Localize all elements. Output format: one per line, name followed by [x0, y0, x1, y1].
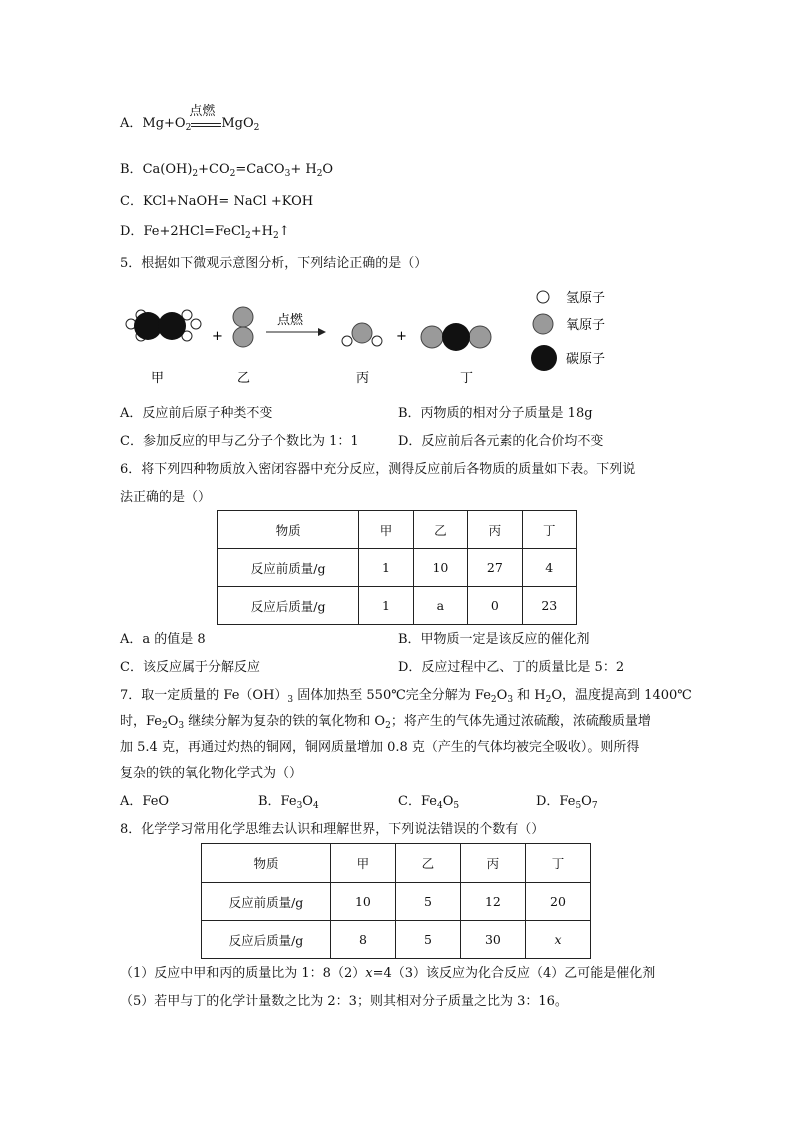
table-cell: 反应前质量/g [218, 549, 359, 587]
molecule-jia [126, 310, 201, 341]
table-cell: 27 [468, 549, 522, 587]
table-cell: 1 [359, 587, 413, 625]
oxygen-atom [233, 327, 253, 347]
q7-line2: 时，$Fe_2O_3$ 继续分解为复杂的铁的氧化物和 $O_2$；将产生的气体先通过浓硫酸，浓硫酸质量增 [120, 714, 651, 731]
table-cell: 10 [413, 549, 467, 587]
q6-stem-line2: 法正确的是（） [120, 490, 212, 505]
table-cell: 乙 [395, 844, 460, 883]
q7-line3: 加 5.4 克，再通过灼热的铜网，铜网质量增加 0.8 克（产生的气体均被完全吸收）。则所得 [120, 740, 640, 755]
table-cell: 甲 [359, 511, 413, 549]
q4-option-a: A．$Mg+O_2$ 点燃 MgO$_2$ [120, 104, 260, 133]
equals-sign [191, 123, 221, 127]
table-cell: 4 [522, 549, 576, 587]
table-cell: 丙 [468, 511, 522, 549]
table-cell: 5 [395, 921, 460, 959]
q6-option-d: D．反应过程中乙、丁的质量比是 5：2 [398, 660, 625, 675]
q4-option-c: C．KCl+NaOH= NaCl +KOH [120, 194, 314, 209]
q8-mass-table [201, 843, 591, 959]
table-cell: 0 [468, 587, 522, 625]
table-cell: 23 [522, 587, 576, 625]
table-cell: x [525, 921, 590, 959]
table-cell: 物质 [202, 844, 331, 883]
table-cell: 20 [525, 883, 590, 921]
hydrogen-atom [342, 336, 352, 346]
table-cell: 反应后质量/g [202, 921, 331, 959]
table-cell: 甲 [330, 844, 395, 883]
molecule-ding [421, 323, 491, 351]
table-cell: 反应前质量/g [202, 883, 331, 921]
arrow-head-icon [318, 328, 326, 336]
table-cell: 物质 [218, 511, 359, 549]
legend-carbon-icon [531, 345, 557, 371]
q6-option-c: C．该反应属于分解反应 [120, 660, 260, 675]
table-row [202, 883, 591, 921]
q6-option-b: B．甲物质一定是该反应的催化剂 [398, 632, 590, 647]
legend-oxygen-icon [533, 314, 553, 334]
table-cell: 10 [330, 883, 395, 921]
hydrogen-atom [372, 336, 382, 346]
table-cell: 5 [395, 883, 460, 921]
legend-hydrogen-label: 氢原子 [566, 291, 606, 306]
table-cell: 乙 [413, 511, 467, 549]
oxygen-atom [352, 323, 372, 343]
molecule-yi [233, 307, 253, 347]
q5-option-c: C．参加反应的甲与乙分子个数比为 1：1 [120, 434, 359, 449]
oxygen-atom [421, 326, 443, 348]
q7-option-d: D．$Fe_5O_7$ [536, 794, 598, 811]
q6-stem-line1: 6．将下列四种物质放入密闭容器中充分反应，测得反应前后各物质的质量如下表。下列说 [120, 462, 636, 477]
table-cell: 30 [460, 921, 525, 959]
q5-option-b: B．丙物质的相对分子质量是 18g [398, 406, 593, 421]
table-cell: 丙 [460, 844, 525, 883]
plus-sign-1: + [212, 329, 223, 344]
table-cell: 8 [330, 921, 395, 959]
q6-mass-table [217, 510, 577, 625]
plus-sign-2: + [396, 329, 407, 344]
legend-oxygen-label: 氧原子 [566, 318, 606, 333]
label-ding: 丁 [460, 371, 474, 386]
legend [531, 291, 605, 371]
table-cell: 12 [460, 883, 525, 921]
q4-option-b: B．$Ca(OH)_2+CO_2=CaCO_3+ H_2O$ [120, 162, 334, 179]
oxygen-atom [469, 326, 491, 348]
table-row [218, 549, 577, 587]
q8-statements-line1: （1）反应中甲和丙的质量比为 1：8（2）x=4（3）该反应为化合反应（4）乙可能是催化剂 [120, 966, 656, 981]
table-cell: 反应后质量/g [218, 587, 359, 625]
table-header-row [218, 511, 577, 549]
q7-line4: 复杂的铁的氧化物化学式为（） [120, 766, 303, 781]
table-row [202, 921, 591, 959]
table-header-row [202, 844, 591, 883]
carbon-atom [158, 312, 186, 340]
legend-hydrogen-icon [537, 291, 549, 303]
carbon-atom [442, 323, 470, 351]
q4-option-d: D．$Fe+2HCl=FeCl_2+H_2↑$ [120, 224, 290, 241]
q7-line1: 7．取一定质量的 $Fe(OH)_3$ 固体加热至 550℃完全分解为 $Fe_2O_3$ 和 $H_2O$，温度提高到 1400℃ [120, 688, 692, 705]
hydrogen-atom [191, 319, 201, 329]
q6-option-a: A．a 的值是 8 [120, 632, 206, 647]
table-row [218, 587, 577, 625]
q7-option-c: C．$Fe_4O_5$ [398, 794, 460, 811]
oxygen-atom [233, 307, 253, 327]
molecule-bing [342, 323, 382, 346]
q5-stem: 5．根据如下微观示意图分析，下列结论正确的是（） [120, 256, 428, 271]
label-bing: 丙 [356, 371, 370, 386]
q8-statements-line2: （5）若甲与丁的化学计量数之比为 2：3；则其相对分子质量之比为 3：16。 [120, 994, 568, 1009]
label-jia: 甲 [151, 371, 165, 386]
q5-option-d: D．反应前后各元素的化合价均不变 [398, 434, 604, 449]
legend-carbon-label: 碳原子 [566, 352, 606, 367]
table-cell: 丁 [522, 511, 576, 549]
label-yi: 乙 [237, 371, 251, 386]
q7-option-b: B．$Fe_3O_4$ [258, 794, 319, 811]
reaction-condition: 点燃 [191, 116, 221, 127]
reaction-condition-label: 点燃 [277, 313, 304, 328]
q5-option-a: A．反应前后原子种类不变 [120, 406, 273, 421]
q7-option-a: A．FeO [120, 794, 170, 809]
q8-stem: 8．化学学习常用化学思维去认识和理解世界，下列说法错误的个数有（） [120, 822, 545, 837]
reaction-microscopic-diagram [110, 280, 630, 390]
table-cell: 丁 [525, 844, 590, 883]
table-cell: a [413, 587, 467, 625]
carbon-atom [134, 312, 162, 340]
table-cell: 1 [359, 549, 413, 587]
